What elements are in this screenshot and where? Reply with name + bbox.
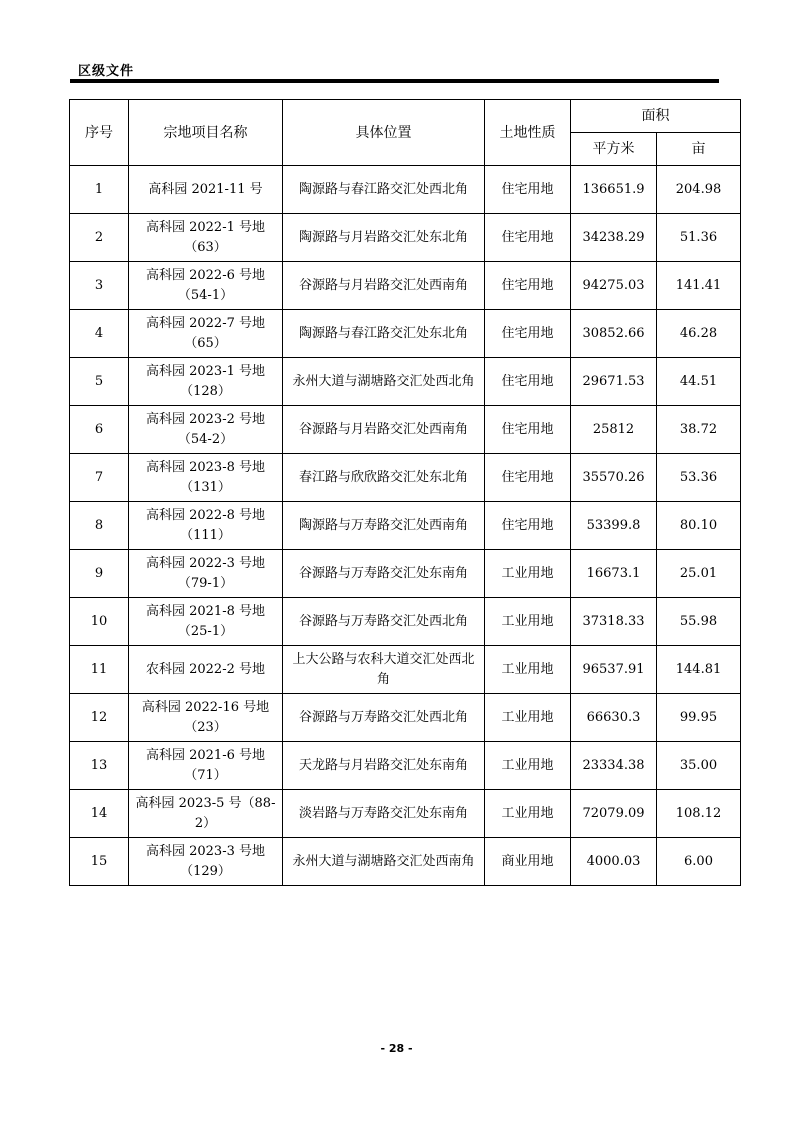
table-row: [70, 790, 741, 838]
cell-land-use: 住宅用地: [485, 406, 571, 454]
cell-area-mu: 38.72: [657, 406, 741, 454]
cell-area-sqm: 53399.8: [571, 502, 657, 550]
cell-index: 11: [70, 646, 129, 694]
header-name: 宗地项目名称: [129, 100, 283, 166]
cell-area-mu: 108.12: [657, 790, 741, 838]
cell-land-use: 工业用地: [485, 742, 571, 790]
cell-area-sqm: 66630.3: [571, 694, 657, 742]
cell-land-use: 住宅用地: [485, 214, 571, 262]
table-row: [70, 358, 741, 406]
cell-area-mu: 99.95: [657, 694, 741, 742]
cell-index: 10: [70, 598, 129, 646]
table-row: [70, 694, 741, 742]
cell-index: 13: [70, 742, 129, 790]
table-row: [70, 406, 741, 454]
document-header-label: 区级文件: [78, 64, 135, 79]
cell-land-use: 住宅用地: [485, 166, 571, 214]
cell-area-sqm: 72079.09: [571, 790, 657, 838]
cell-parcel-name: 高科园 2022-7 号地（65）: [129, 310, 283, 358]
cell-index: 5: [70, 358, 129, 406]
cell-area-sqm: 37318.33: [571, 598, 657, 646]
page-number: - 28 -: [380, 1042, 413, 1055]
cell-area-mu: 53.36: [657, 454, 741, 502]
header-location: 具体位置: [283, 100, 485, 166]
cell-location: 永州大道与湖塘路交汇处西北角: [283, 358, 485, 406]
table-row: [70, 166, 741, 214]
cell-land-use: 住宅用地: [485, 454, 571, 502]
cell-area-mu: 46.28: [657, 310, 741, 358]
cell-area-sqm: 96537.91: [571, 646, 657, 694]
cell-area-sqm: 29671.53: [571, 358, 657, 406]
cell-area-sqm: 35570.26: [571, 454, 657, 502]
cell-land-use: 住宅用地: [485, 310, 571, 358]
cell-parcel-name: 高科园 2023-8 号地（131）: [129, 454, 283, 502]
cell-location: 谷源路与月岩路交汇处西南角: [283, 262, 485, 310]
cell-index: 15: [70, 838, 129, 886]
header-rule: [70, 79, 719, 83]
cell-location: 陶源路与万寿路交汇处西南角: [283, 502, 485, 550]
cell-land-use: 工业用地: [485, 694, 571, 742]
cell-area-sqm: 4000.03: [571, 838, 657, 886]
table-row: [70, 742, 741, 790]
cell-area-sqm: 16673.1: [571, 550, 657, 598]
cell-area-mu: 55.98: [657, 598, 741, 646]
cell-parcel-name: 高科园 2022-16 号地（23）: [129, 694, 283, 742]
cell-land-use: 住宅用地: [485, 502, 571, 550]
header-land-use: 土地性质: [485, 100, 571, 166]
table-row: [70, 214, 741, 262]
cell-area-sqm: 30852.66: [571, 310, 657, 358]
cell-location: 上大公路与农科大道交汇处西北角: [283, 646, 485, 694]
cell-index: 6: [70, 406, 129, 454]
cell-area-mu: 25.01: [657, 550, 741, 598]
table-row: [70, 838, 741, 886]
header-sqm: 平方米: [571, 133, 657, 166]
cell-location: 陶源路与春江路交汇处西北角: [283, 166, 485, 214]
table-row: [70, 646, 741, 694]
table-row: [70, 502, 741, 550]
cell-area-mu: 6.00: [657, 838, 741, 886]
cell-area-mu: 80.10: [657, 502, 741, 550]
cell-area-sqm: 23334.38: [571, 742, 657, 790]
cell-parcel-name: 高科园 2023-2 号地（54-2）: [129, 406, 283, 454]
cell-index: 2: [70, 214, 129, 262]
cell-parcel-name: 高科园 2022-8 号地（111）: [129, 502, 283, 550]
cell-index: 1: [70, 166, 129, 214]
cell-parcel-name: 高科园 2023-1 号地（128）: [129, 358, 283, 406]
cell-location: 谷源路与万寿路交汇处西北角: [283, 694, 485, 742]
cell-area-sqm: 25812: [571, 406, 657, 454]
table-row: [70, 310, 741, 358]
cell-land-use: 住宅用地: [485, 358, 571, 406]
table-row: [70, 550, 741, 598]
cell-location: 春江路与欣欣路交汇处东北角: [283, 454, 485, 502]
cell-parcel-name: 高科园 2021-11 号: [129, 166, 283, 214]
cell-location: 谷源路与万寿路交汇处西北角: [283, 598, 485, 646]
cell-parcel-name: 高科园 2021-8 号地（25-1）: [129, 598, 283, 646]
cell-index: 14: [70, 790, 129, 838]
cell-location: 淡岩路与万寿路交汇处东南角: [283, 790, 485, 838]
cell-land-use: 商业用地: [485, 838, 571, 886]
cell-parcel-name: 农科园 2022-2 号地: [129, 646, 283, 694]
cell-area-mu: 144.81: [657, 646, 741, 694]
cell-parcel-name: 高科园 2022-6 号地（54-1）: [129, 262, 283, 310]
cell-land-use: 工业用地: [485, 550, 571, 598]
cell-location: 陶源路与月岩路交汇处东北角: [283, 214, 485, 262]
header-area: 面积: [571, 100, 741, 133]
cell-area-mu: 204.98: [657, 166, 741, 214]
cell-location: 天龙路与月岩路交汇处东南角: [283, 742, 485, 790]
header-mu: 亩: [657, 133, 741, 166]
cell-index: 9: [70, 550, 129, 598]
cell-parcel-name: 高科园 2023-3 号地（129）: [129, 838, 283, 886]
header-index: 序号: [70, 100, 129, 166]
table-row: [70, 262, 741, 310]
cell-land-use: 工业用地: [485, 790, 571, 838]
cell-location: 谷源路与万寿路交汇处东南角: [283, 550, 485, 598]
cell-area-mu: 141.41: [657, 262, 741, 310]
land-parcel-table: [69, 99, 741, 886]
cell-index: 3: [70, 262, 129, 310]
cell-parcel-name: 高科园 2021-6 号地（71）: [129, 742, 283, 790]
cell-area-mu: 35.00: [657, 742, 741, 790]
cell-area-sqm: 34238.29: [571, 214, 657, 262]
cell-location: 谷源路与月岩路交汇处西南角: [283, 406, 485, 454]
cell-parcel-name: 高科园 2022-3 号地（79-1）: [129, 550, 283, 598]
table-row: [70, 598, 741, 646]
cell-index: 8: [70, 502, 129, 550]
cell-land-use: 工业用地: [485, 646, 571, 694]
cell-area-mu: 44.51: [657, 358, 741, 406]
cell-land-use: 工业用地: [485, 598, 571, 646]
cell-parcel-name: 高科园 2022-1 号地（63）: [129, 214, 283, 262]
cell-area-sqm: 136651.9: [571, 166, 657, 214]
cell-area-sqm: 94275.03: [571, 262, 657, 310]
cell-area-mu: 51.36: [657, 214, 741, 262]
cell-index: 12: [70, 694, 129, 742]
cell-location: 陶源路与春江路交汇处东北角: [283, 310, 485, 358]
cell-parcel-name: 高科园 2023-5 号（88-2）: [129, 790, 283, 838]
cell-index: 7: [70, 454, 129, 502]
cell-index: 4: [70, 310, 129, 358]
cell-land-use: 住宅用地: [485, 262, 571, 310]
cell-location: 永州大道与湖塘路交汇处西南角: [283, 838, 485, 886]
table-row: [70, 454, 741, 502]
